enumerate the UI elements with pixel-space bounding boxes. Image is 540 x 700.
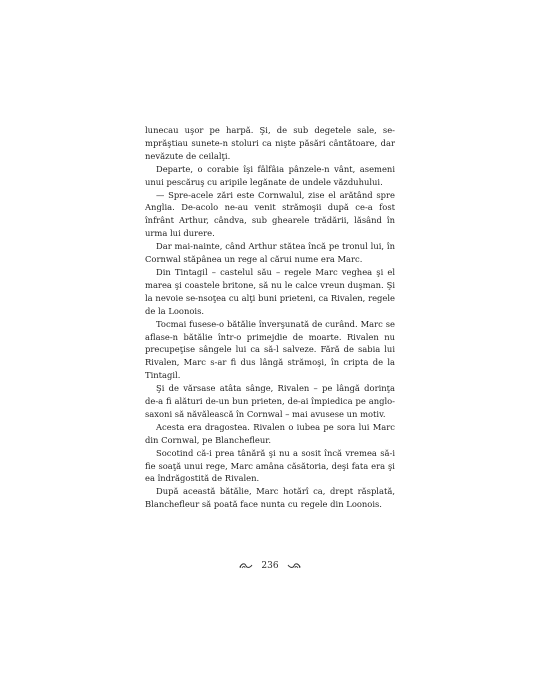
paragraph-3: — Spre-acele zări este Cornwalul, zise el arătând spre Anglia. De-acolo ne-au venit strămoşii după ce-a fost înfrânt Arthur, cândva, sub ghearele trădării, lăsând în urma lui durere.: [145, 189, 395, 239]
paragraph-8: Acesta era dragostea. Rivalen o iubea pe sora lui Marc din Cornwal, pe Blanchefleur.: [145, 421, 395, 445]
page-number: 236: [261, 561, 279, 571]
fleuron-right-icon: [287, 562, 301, 570]
fleuron-left-icon: [239, 562, 253, 570]
paragraph-2: Departe, o corabie îşi fâlfâia pânzele-n vânt, asemeni unui pescăruş cu aripile legănate de undele văzduhului.: [145, 163, 395, 187]
paragraph-7: Şi de vărsase atâta sânge, Rivalen – pe lângă dorinţa de-a fi alături de-un bun prieten, de-ai împiedica pe anglo-saxoni să năvălească în Cornwal – mai avusese un motiv.: [145, 383, 395, 419]
page-footer: [145, 561, 395, 571]
paragraph-6: Tocmai fusese-o bătălie înverşunată de curând. Marc se aflase-n bătălie într-o primejdie de moarte. Rivalen nu precupeţise sângele lui ca să-l salveze. Fără de sabia lui Rivalen, Marc s-ar fi dus lângă strămoşi, în cripta de la Tintagil.: [145, 318, 395, 381]
paragraph-4: Dar mai-nainte, când Arthur stătea încă pe tronul lui, în Cornwal stăpânea un rege al cărui nume era Marc.: [145, 241, 395, 265]
paragraph-5: Din Tintagil – castelul său – regele Marc veghea şi el marea şi coastele britone, să nu le calce vreun duşman. Şi la nevoie se-nsoţea cu alţi buni prieteni, ca Rivalen, regele de la Loonois.: [145, 266, 395, 316]
paragraph-9: Socotind că-i prea tânără şi nu a sosit încă vremea să-i fie soaţă unui rege, Marc amâna căsătoria, deşi fata era şi ea îndrăgostită de Rivalen.: [145, 447, 395, 484]
paragraph-1: lunecau uşor pe harpă. Şi, de sub degetele sale, se-mprăştiau sunete-n stoluri ca nişte păsări cântătoare, dar nevăzute de ceilalţi.: [145, 125, 395, 161]
paragraph-10: După această bătălie, Marc hotărî ca, drept răsplată, Blanchefleur să poată face nunta cu regele din Loonois.: [145, 486, 395, 510]
body-text: [145, 124, 395, 511]
